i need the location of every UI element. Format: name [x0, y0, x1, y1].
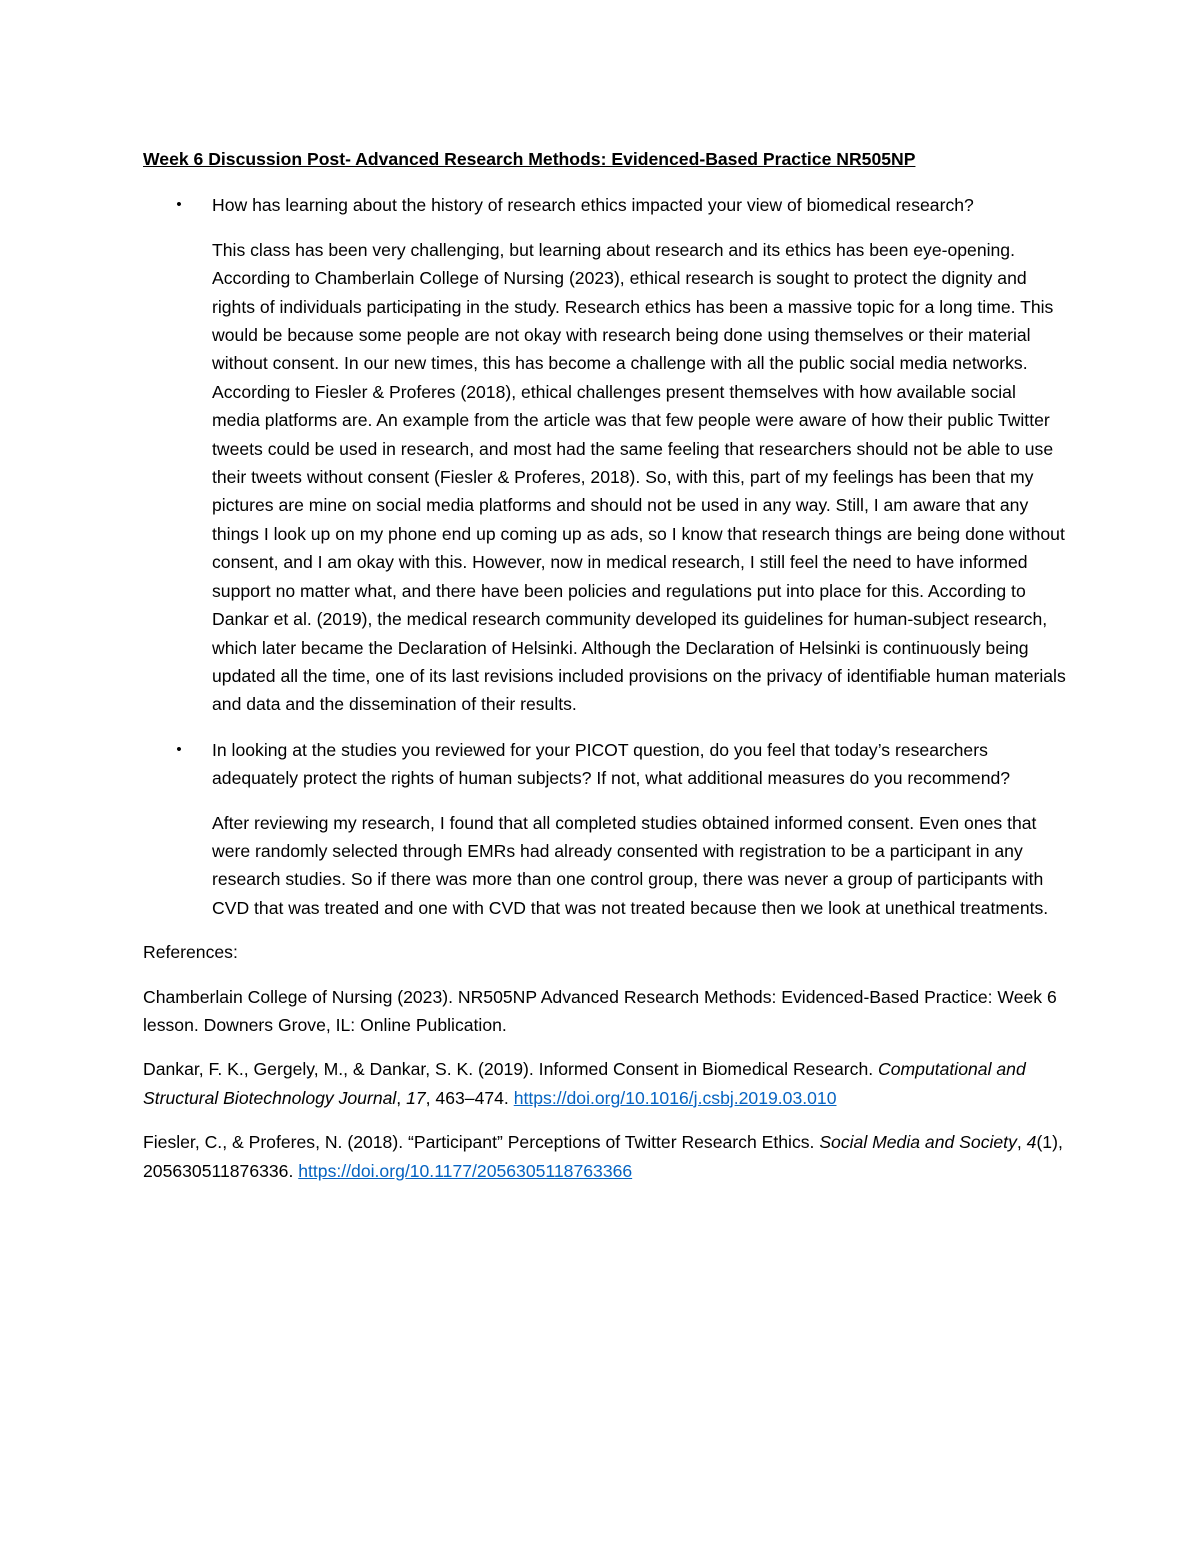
reference-pages: (1), 205630511876336.	[143, 1132, 1063, 1181]
reference-doi-link[interactable]: https://doi.org/10.1016/j.csbj.2019.03.010	[513, 1087, 837, 1108]
reference-doi-link[interactable]: https://doi.org/10.1177/2056305118763366	[298, 1160, 633, 1181]
discussion-answer: After reviewing my research, I found that all completed studies obtained informed consent. Even ones that were randomly selected through EMRs had already consented with registration to be a participant in any research studies. So if there was more than one control group, there was never a group of participants with CVD that was treated and one with CVD that was not treated because then we look at unethical treatments.	[212, 812, 1049, 918]
question-list	[143, 191, 1068, 922]
reference-pages: , 463–474.	[425, 1087, 514, 1108]
discussion-answer: This class has been very challenging, but learning about research and its ethics has been eye-opening. According to Chamberlain College of Nursing (2023), ethical research is sought to protect the dignity and rights of individuals participating in the study. Research ethics has been a massive topic for a long time. This would be because some people are not okay with research being done using themselves or their material without consent. In our new times, this has become a challenge with all the public social media networks. According to Fiesler & Proferes (2018), ethical challenges present themselves with how available social media platforms are. An example from the article was that few people were aware of how their public Twitter tweets could be used in research, and most had the same feeling that researchers should not be able to use their tweets without consent (Fiesler & Proferes, 2018). So, with this, part of my feelings has been that my pictures are mine on social media platforms and should not be used in any way. Still, I am aware that any things I look up on my phone end up coming up as ads, so I know that research things are being done without consent, and I am okay with this. However, now in medical research, I still feel the need to have informed support no matter what, and there have been policies and regulations put into place for this. According to Dankar et al. (2019), the medical research community developed its guidelines for human-subject research, which later became the Declaration of Helsinki. Although the Declaration of Helsinki is continuously being updated all the time, one of its last revisions included provisions on the privacy of identifiable human materials and data and the dissemination of their results.	[212, 239, 1066, 715]
reference-volume: 4	[1026, 1132, 1037, 1153]
reference-volume: 17	[406, 1087, 426, 1108]
reference-separator: ,	[1016, 1132, 1027, 1153]
list-item	[143, 191, 1068, 718]
document-body	[143, 145, 1068, 1185]
discussion-question: In looking at the studies you reviewed for your PICOT question, do you feel that today’s researchers adequately protect the rights of human subjects? If not, what additional measures do you recommend?	[212, 739, 1011, 789]
reference-authors-title: Dankar, F. K., Gergely, M., & Dankar, S. K. (2019). Informed Consent in Biomedical Research.	[143, 1059, 879, 1080]
bullet-icon: •	[176, 740, 182, 758]
reference-authors-title: Fiesler, C., & Proferes, N. (2018). “Participant” Perceptions of Twitter Research Ethics.	[143, 1132, 820, 1153]
references-heading: References:	[143, 942, 238, 963]
discussion-question: How has learning about the history of research ethics impacted your view of biomedical research?	[212, 195, 974, 216]
list-item	[143, 736, 1068, 922]
reference-separator: ,	[396, 1087, 407, 1108]
reference-journal: Social Media and Society	[819, 1132, 1017, 1153]
reference-entry	[143, 1055, 1068, 1112]
reference-entry	[143, 983, 1068, 1040]
reference-entry	[143, 1128, 1068, 1185]
reference-journal: Computational and Structural Biotechnology Journal	[143, 1059, 1026, 1108]
bullet-icon: •	[176, 196, 182, 214]
page-title: Week 6 Discussion Post- Advanced Research Methods: Evidenced-Based Practice NR505NP	[143, 149, 916, 169]
reference-text: Chamberlain College of Nursing (2023). NR505NP Advanced Research Methods: Evidenced-Based Practice: Week 6 lesson. Downers Grove, IL: Online Publication.	[143, 986, 1057, 1035]
